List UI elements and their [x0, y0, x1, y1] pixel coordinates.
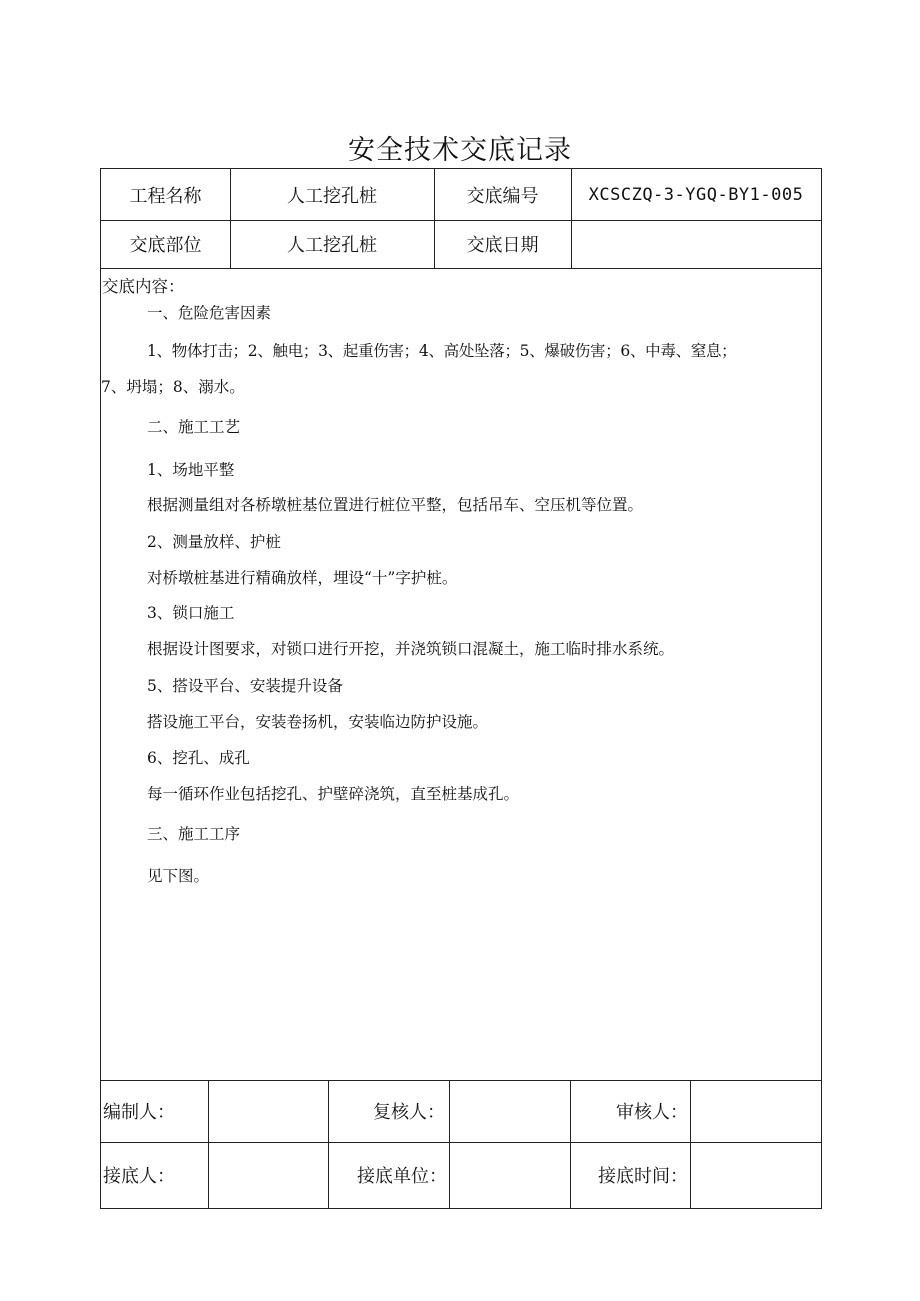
content-line: 2、测量放样、护桩 — [147, 533, 281, 551]
project-name-label: 工程名称 — [129, 185, 202, 207]
content-heading: 交底内容： — [102, 277, 185, 296]
briefing-date-label: 交底日期 — [466, 235, 539, 256]
approver-label: 审核人： — [616, 1102, 688, 1123]
content-line: 6、挖孔、成孔 — [147, 749, 250, 767]
approver-signature-field[interactable] — [690, 1080, 821, 1142]
project-name-value: 人工挖孔桩 — [287, 185, 377, 207]
briefing-part-value: 人工挖孔桩 — [287, 235, 377, 256]
content-line: 三、施工工序 — [147, 825, 241, 843]
content-line: 见下图。 — [147, 867, 210, 885]
content-line: 3、锁口施工 — [147, 604, 235, 622]
content-line: 1、物体打击；2、触电；3、起重伤害；4、高处坠落；5、爆破伤害；6、中毒、窒息； — [147, 342, 737, 360]
content-line: 每一循环作业包括挖孔、护壁碎浇筑，直至桩基成孔。 — [147, 785, 520, 803]
briefing-code-label: 交底编号 — [466, 185, 539, 207]
record-table — [100, 168, 822, 1209]
content-line: 根据测量组对各桥墩桩基位置进行桩位平整，包括吊车、空压机等位置。 — [147, 496, 644, 514]
reviewer-label: 复核人： — [373, 1102, 445, 1123]
content-line: 1、场地平整 — [147, 461, 235, 479]
content-line: 5、搭设平台、安装提升设备 — [147, 677, 343, 695]
content-line: 搭设施工平台，安装卷扬机，安装临边防护设施。 — [147, 713, 489, 731]
compiler-signature-field[interactable] — [208, 1080, 328, 1142]
briefing-content — [101, 269, 821, 1079]
document-title: 安全技术交底记录 — [348, 135, 572, 166]
content-line: 根据设计图要求，对锁口进行开挖，并浇筑锁口混凝土，施工临时排水系统。 — [147, 640, 675, 658]
receiver-signature-field[interactable] — [208, 1142, 328, 1208]
briefing-date-value[interactable] — [571, 220, 821, 268]
receiver-unit-label: 接底单位： — [357, 1166, 447, 1187]
compiler-label: 编制人： — [103, 1102, 175, 1123]
reviewer-signature-field[interactable] — [449, 1080, 570, 1142]
receiver-label: 接底人： — [103, 1166, 175, 1187]
content-line: 一、危险危害因素 — [147, 304, 272, 322]
content-line: 二、施工工艺 — [147, 418, 241, 436]
receive-time-label: 接底时间： — [598, 1166, 688, 1187]
briefing-code-value: XCSCZQ-3-YGQ-BY1-005 — [588, 184, 804, 205]
content-line: 7、坍塌；8、溺水。 — [101, 378, 245, 396]
receiver-unit-field[interactable] — [449, 1142, 570, 1208]
receive-time-field[interactable] — [690, 1142, 821, 1208]
content-line: 对桥墩桩基进行精确放样，埋设“十”字护桩。 — [147, 569, 458, 587]
briefing-part-label: 交底部位 — [129, 235, 202, 256]
